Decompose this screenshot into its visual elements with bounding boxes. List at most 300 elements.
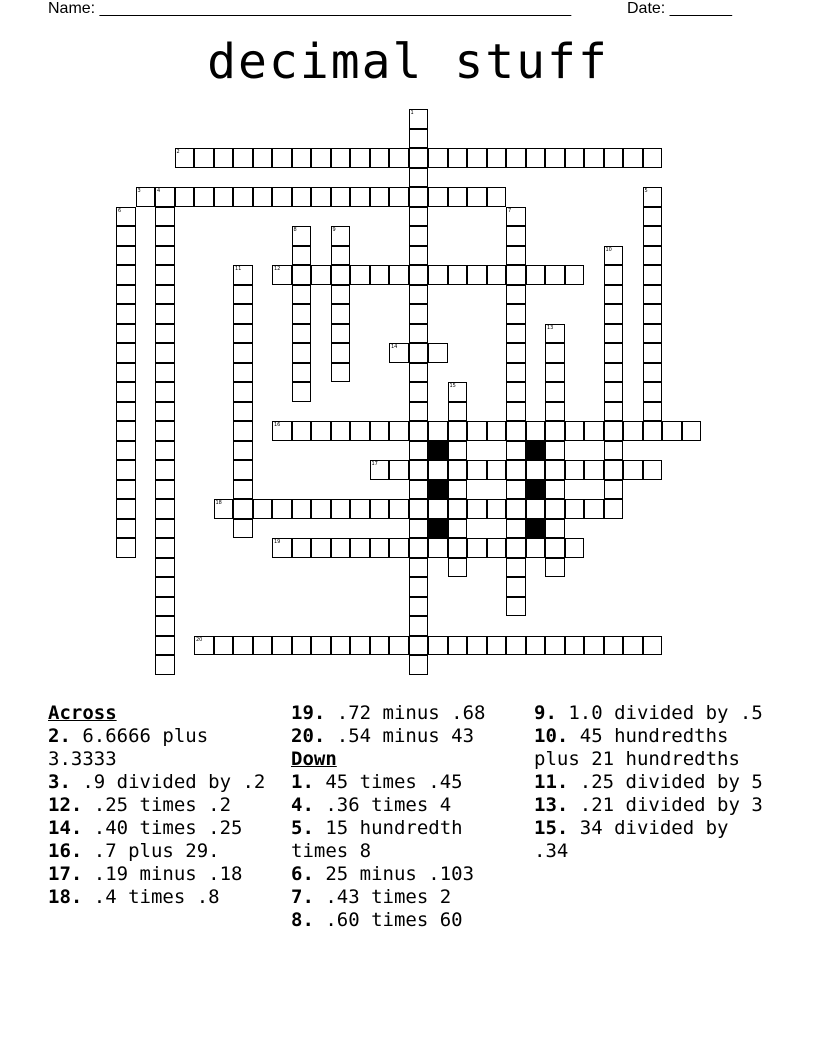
grid-cell[interactable]: [604, 499, 624, 519]
grid-cell[interactable]: [448, 538, 468, 558]
grid-cell[interactable]: [409, 558, 429, 578]
grid-cell[interactable]: [116, 402, 136, 422]
grid-cell[interactable]: [409, 616, 429, 636]
grid-cell[interactable]: [604, 382, 624, 402]
grid-cell[interactable]: [506, 265, 526, 285]
grid-cell[interactable]: [623, 636, 643, 656]
grid-cell[interactable]: [350, 148, 370, 168]
grid-cell[interactable]: [545, 499, 565, 519]
grid-cell[interactable]: [526, 538, 546, 558]
grid-cell[interactable]: [604, 343, 624, 363]
grid-cell[interactable]: [292, 636, 312, 656]
grid-cell[interactable]: [136, 187, 156, 207]
grid-cell[interactable]: [370, 636, 390, 656]
grid-cell[interactable]: [272, 265, 292, 285]
grid-cell[interactable]: [155, 285, 175, 305]
grid-cell[interactable]: [389, 499, 409, 519]
grid-cell[interactable]: [604, 480, 624, 500]
grid-cell[interactable]: [506, 207, 526, 227]
grid-cell[interactable]: [292, 246, 312, 266]
grid-cell[interactable]: [311, 265, 331, 285]
grid-cell[interactable]: [331, 285, 351, 305]
grid-cell[interactable]: [253, 187, 273, 207]
grid-cell[interactable]: [116, 246, 136, 266]
grid-cell[interactable]: [409, 597, 429, 617]
grid-cell[interactable]: [604, 285, 624, 305]
grid-cell[interactable]: [370, 499, 390, 519]
grid-cell[interactable]: [389, 148, 409, 168]
grid-cell[interactable]: [233, 460, 253, 480]
grid-cell[interactable]: [194, 636, 214, 656]
grid-cell[interactable]: [233, 480, 253, 500]
grid-cell[interactable]: [545, 324, 565, 344]
grid-cell[interactable]: [409, 324, 429, 344]
grid-cell[interactable]: [116, 499, 136, 519]
grid-cell[interactable]: [565, 265, 585, 285]
grid-cell[interactable]: [116, 519, 136, 539]
grid-cell[interactable]: [448, 499, 468, 519]
grid-cell[interactable]: [155, 207, 175, 227]
grid-cell[interactable]: [545, 402, 565, 422]
grid-cell[interactable]: [311, 187, 331, 207]
grid-cell[interactable]: [643, 382, 663, 402]
grid-cell[interactable]: [467, 538, 487, 558]
grid-cell[interactable]: [194, 148, 214, 168]
grid-cell[interactable]: [448, 519, 468, 539]
grid-cell[interactable]: [409, 480, 429, 500]
grid-cell[interactable]: [604, 265, 624, 285]
grid-cell[interactable]: [214, 148, 234, 168]
grid-cell[interactable]: [116, 480, 136, 500]
grid-cell[interactable]: [389, 460, 409, 480]
grid-cell[interactable]: [448, 148, 468, 168]
grid-cell[interactable]: [155, 363, 175, 383]
grid-cell[interactable]: [233, 324, 253, 344]
grid-cell[interactable]: [584, 460, 604, 480]
grid-cell[interactable]: [506, 324, 526, 344]
grid-cell[interactable]: [350, 421, 370, 441]
grid-cell[interactable]: [506, 402, 526, 422]
grid-cell[interactable]: [155, 226, 175, 246]
grid-cell[interactable]: [643, 343, 663, 363]
grid-cell[interactable]: [292, 421, 312, 441]
grid-cell[interactable]: [643, 402, 663, 422]
grid-cell[interactable]: [272, 636, 292, 656]
grid-cell[interactable]: [155, 441, 175, 461]
grid-cell[interactable]: [487, 499, 507, 519]
grid-cell[interactable]: [233, 304, 253, 324]
grid-cell[interactable]: [292, 187, 312, 207]
grid-cell[interactable]: [292, 226, 312, 246]
grid-cell[interactable]: [526, 636, 546, 656]
grid-cell[interactable]: [233, 499, 253, 519]
grid-cell[interactable]: [409, 421, 429, 441]
grid-cell[interactable]: [565, 499, 585, 519]
grid-cell[interactable]: [487, 636, 507, 656]
grid-cell[interactable]: [155, 538, 175, 558]
grid-cell[interactable]: [604, 636, 624, 656]
grid-cell[interactable]: [604, 441, 624, 461]
grid-cell[interactable]: [526, 148, 546, 168]
grid-cell[interactable]: [545, 558, 565, 578]
grid-cell[interactable]: [487, 187, 507, 207]
grid-cell[interactable]: [604, 421, 624, 441]
grid-cell[interactable]: [545, 421, 565, 441]
grid-cell[interactable]: [370, 421, 390, 441]
grid-cell[interactable]: [116, 226, 136, 246]
grid-cell[interactable]: [233, 285, 253, 305]
grid-cell[interactable]: [292, 343, 312, 363]
grid-cell[interactable]: [506, 148, 526, 168]
grid-cell[interactable]: [506, 382, 526, 402]
grid-cell[interactable]: [428, 265, 448, 285]
grid-cell[interactable]: [467, 421, 487, 441]
grid-cell[interactable]: [370, 148, 390, 168]
grid-cell[interactable]: [331, 148, 351, 168]
grid-cell[interactable]: [545, 636, 565, 656]
grid-cell[interactable]: [409, 207, 429, 227]
grid-cell[interactable]: [155, 480, 175, 500]
grid-cell[interactable]: [565, 421, 585, 441]
grid-cell[interactable]: [428, 343, 448, 363]
grid-cell[interactable]: [350, 187, 370, 207]
grid-cell[interactable]: [506, 363, 526, 383]
grid-cell[interactable]: [155, 343, 175, 363]
grid-cell[interactable]: [116, 265, 136, 285]
grid-cell[interactable]: [526, 460, 546, 480]
grid-cell[interactable]: [506, 343, 526, 363]
grid-cell[interactable]: [116, 538, 136, 558]
grid-cell[interactable]: [311, 636, 331, 656]
grid-cell[interactable]: [116, 304, 136, 324]
grid-cell[interactable]: [233, 343, 253, 363]
grid-cell[interactable]: [565, 636, 585, 656]
grid-cell[interactable]: [428, 148, 448, 168]
grid-cell[interactable]: [292, 382, 312, 402]
grid-cell[interactable]: [604, 148, 624, 168]
grid-cell[interactable]: [643, 460, 663, 480]
grid-cell[interactable]: [155, 421, 175, 441]
grid-cell[interactable]: [350, 499, 370, 519]
grid-cell[interactable]: [155, 265, 175, 285]
grid-cell[interactable]: [643, 226, 663, 246]
grid-cell[interactable]: [448, 460, 468, 480]
grid-cell[interactable]: [643, 363, 663, 383]
grid-cell[interactable]: [331, 226, 351, 246]
grid-cell[interactable]: [604, 402, 624, 422]
grid-cell[interactable]: [409, 265, 429, 285]
grid-cell[interactable]: [311, 538, 331, 558]
grid-cell[interactable]: [233, 148, 253, 168]
grid-cell[interactable]: [155, 655, 175, 675]
grid-cell[interactable]: [643, 304, 663, 324]
grid-cell[interactable]: [194, 187, 214, 207]
grid-cell[interactable]: [214, 187, 234, 207]
grid-cell[interactable]: [409, 109, 429, 129]
grid-cell[interactable]: [506, 226, 526, 246]
grid-cell[interactable]: [487, 538, 507, 558]
grid-cell[interactable]: [409, 519, 429, 539]
grid-cell[interactable]: [272, 499, 292, 519]
grid-cell[interactable]: [155, 324, 175, 344]
grid-cell[interactable]: [155, 577, 175, 597]
grid-cell[interactable]: [487, 460, 507, 480]
grid-cell[interactable]: [409, 577, 429, 597]
grid-cell[interactable]: [409, 363, 429, 383]
grid-cell[interactable]: [409, 168, 429, 188]
grid-cell[interactable]: [214, 636, 234, 656]
grid-cell[interactable]: [506, 480, 526, 500]
grid-cell[interactable]: [370, 538, 390, 558]
grid-cell[interactable]: [467, 265, 487, 285]
grid-cell[interactable]: [389, 343, 409, 363]
grid-cell[interactable]: [467, 187, 487, 207]
grid-cell[interactable]: [467, 148, 487, 168]
grid-cell[interactable]: [292, 324, 312, 344]
grid-cell[interactable]: [253, 636, 273, 656]
grid-cell[interactable]: [350, 636, 370, 656]
grid-cell[interactable]: [389, 636, 409, 656]
grid-cell[interactable]: [175, 187, 195, 207]
grid-cell[interactable]: [604, 304, 624, 324]
grid-cell[interactable]: [370, 460, 390, 480]
grid-cell[interactable]: [584, 148, 604, 168]
grid-cell[interactable]: [526, 265, 546, 285]
grid-cell[interactable]: [155, 460, 175, 480]
grid-cell[interactable]: [467, 460, 487, 480]
grid-cell[interactable]: [292, 538, 312, 558]
grid-cell[interactable]: [116, 343, 136, 363]
grid-cell[interactable]: [682, 421, 702, 441]
grid-cell[interactable]: [292, 285, 312, 305]
grid-cell[interactable]: [350, 265, 370, 285]
grid-cell[interactable]: [409, 129, 429, 149]
grid-cell[interactable]: [584, 421, 604, 441]
grid-cell[interactable]: [292, 363, 312, 383]
grid-cell[interactable]: [428, 538, 448, 558]
grid-cell[interactable]: [116, 324, 136, 344]
grid-cell[interactable]: [409, 187, 429, 207]
grid-cell[interactable]: [448, 636, 468, 656]
grid-cell[interactable]: [389, 421, 409, 441]
grid-cell[interactable]: [506, 519, 526, 539]
grid-cell[interactable]: [448, 558, 468, 578]
grid-cell[interactable]: [331, 363, 351, 383]
grid-cell[interactable]: [409, 148, 429, 168]
grid-cell[interactable]: [331, 265, 351, 285]
grid-cell[interactable]: [448, 421, 468, 441]
grid-cell[interactable]: [331, 538, 351, 558]
grid-cell[interactable]: [253, 499, 273, 519]
grid-cell[interactable]: [643, 246, 663, 266]
grid-cell[interactable]: [155, 402, 175, 422]
grid-cell[interactable]: [409, 655, 429, 675]
grid-cell[interactable]: [311, 148, 331, 168]
grid-cell[interactable]: [604, 363, 624, 383]
grid-cell[interactable]: [389, 265, 409, 285]
grid-cell[interactable]: [175, 148, 195, 168]
grid-cell[interactable]: [428, 460, 448, 480]
grid-cell[interactable]: [467, 499, 487, 519]
grid-cell[interactable]: [448, 441, 468, 461]
grid-cell[interactable]: [116, 363, 136, 383]
grid-cell[interactable]: [545, 480, 565, 500]
grid-cell[interactable]: [311, 499, 331, 519]
grid-cell[interactable]: [331, 246, 351, 266]
grid-cell[interactable]: [623, 148, 643, 168]
grid-cell[interactable]: [370, 265, 390, 285]
grid-cell[interactable]: [233, 402, 253, 422]
grid-cell[interactable]: [643, 421, 663, 441]
grid-cell[interactable]: [214, 499, 234, 519]
grid-cell[interactable]: [233, 265, 253, 285]
grid-cell[interactable]: [545, 343, 565, 363]
grid-cell[interactable]: [487, 421, 507, 441]
grid-cell[interactable]: [409, 382, 429, 402]
grid-cell[interactable]: [311, 421, 331, 441]
grid-cell[interactable]: [409, 441, 429, 461]
grid-cell[interactable]: [155, 597, 175, 617]
grid-cell[interactable]: [292, 265, 312, 285]
grid-cell[interactable]: [643, 148, 663, 168]
grid-cell[interactable]: [526, 421, 546, 441]
grid-cell[interactable]: [292, 148, 312, 168]
grid-cell[interactable]: [506, 441, 526, 461]
grid-cell[interactable]: [545, 148, 565, 168]
grid-cell[interactable]: [643, 265, 663, 285]
grid-cell[interactable]: [409, 499, 429, 519]
grid-cell[interactable]: [331, 343, 351, 363]
grid-cell[interactable]: [526, 499, 546, 519]
grid-cell[interactable]: [428, 636, 448, 656]
grid-cell[interactable]: [584, 636, 604, 656]
grid-cell[interactable]: [331, 636, 351, 656]
grid-cell[interactable]: [155, 636, 175, 656]
grid-cell[interactable]: [545, 382, 565, 402]
grid-cell[interactable]: [331, 304, 351, 324]
grid-cell[interactable]: [272, 538, 292, 558]
grid-cell[interactable]: [623, 460, 643, 480]
grid-cell[interactable]: [545, 441, 565, 461]
grid-cell[interactable]: [233, 187, 253, 207]
grid-cell[interactable]: [623, 421, 643, 441]
grid-cell[interactable]: [506, 304, 526, 324]
grid-cell[interactable]: [662, 421, 682, 441]
grid-cell[interactable]: [272, 148, 292, 168]
grid-cell[interactable]: [409, 343, 429, 363]
grid-cell[interactable]: [292, 304, 312, 324]
grid-cell[interactable]: [233, 441, 253, 461]
grid-cell[interactable]: [584, 499, 604, 519]
grid-cell[interactable]: [604, 324, 624, 344]
grid-cell[interactable]: [155, 187, 175, 207]
grid-cell[interactable]: [331, 187, 351, 207]
grid-cell[interactable]: [467, 636, 487, 656]
grid-cell[interactable]: [409, 246, 429, 266]
grid-cell[interactable]: [409, 538, 429, 558]
grid-cell[interactable]: [409, 304, 429, 324]
grid-cell[interactable]: [604, 460, 624, 480]
grid-cell[interactable]: [506, 499, 526, 519]
grid-cell[interactable]: [448, 187, 468, 207]
grid-cell[interactable]: [506, 460, 526, 480]
grid-cell[interactable]: [643, 324, 663, 344]
grid-cell[interactable]: [155, 382, 175, 402]
grid-cell[interactable]: [233, 382, 253, 402]
grid-cell[interactable]: [409, 285, 429, 305]
grid-cell[interactable]: [506, 597, 526, 617]
grid-cell[interactable]: [155, 616, 175, 636]
grid-cell[interactable]: [155, 499, 175, 519]
grid-cell[interactable]: [545, 519, 565, 539]
grid-cell[interactable]: [272, 421, 292, 441]
grid-cell[interactable]: [116, 460, 136, 480]
grid-cell[interactable]: [233, 636, 253, 656]
grid-cell[interactable]: [545, 363, 565, 383]
grid-cell[interactable]: [292, 499, 312, 519]
grid-cell[interactable]: [116, 441, 136, 461]
grid-cell[interactable]: [331, 324, 351, 344]
grid-cell[interactable]: [409, 226, 429, 246]
grid-cell[interactable]: [643, 187, 663, 207]
grid-cell[interactable]: [448, 382, 468, 402]
grid-cell[interactable]: [155, 519, 175, 539]
grid-cell[interactable]: [253, 148, 273, 168]
grid-cell[interactable]: [350, 538, 370, 558]
grid-cell[interactable]: [643, 636, 663, 656]
grid-cell[interactable]: [409, 460, 429, 480]
grid-cell[interactable]: [370, 187, 390, 207]
grid-cell[interactable]: [233, 519, 253, 539]
grid-cell[interactable]: [448, 480, 468, 500]
grid-cell[interactable]: [116, 421, 136, 441]
grid-cell[interactable]: [545, 538, 565, 558]
grid-cell[interactable]: [643, 207, 663, 227]
grid-cell[interactable]: [506, 636, 526, 656]
grid-cell[interactable]: [233, 363, 253, 383]
grid-cell[interactable]: [389, 538, 409, 558]
grid-cell[interactable]: [428, 421, 448, 441]
grid-cell[interactable]: [565, 460, 585, 480]
grid-cell[interactable]: [506, 538, 526, 558]
grid-cell[interactable]: [448, 265, 468, 285]
grid-cell[interactable]: [155, 246, 175, 266]
grid-cell[interactable]: [233, 421, 253, 441]
grid-cell[interactable]: [604, 246, 624, 266]
grid-cell[interactable]: [565, 538, 585, 558]
grid-cell[interactable]: [565, 148, 585, 168]
grid-cell[interactable]: [409, 402, 429, 422]
grid-cell[interactable]: [331, 421, 351, 441]
grid-cell[interactable]: [116, 207, 136, 227]
grid-cell[interactable]: [448, 402, 468, 422]
grid-cell[interactable]: [272, 187, 292, 207]
grid-cell[interactable]: [506, 421, 526, 441]
grid-cell[interactable]: [506, 285, 526, 305]
grid-cell[interactable]: [487, 148, 507, 168]
grid-cell[interactable]: [506, 577, 526, 597]
grid-cell[interactable]: [389, 187, 409, 207]
grid-cell[interactable]: [155, 558, 175, 578]
grid-cell[interactable]: [116, 382, 136, 402]
grid-cell[interactable]: [643, 285, 663, 305]
grid-cell[interactable]: [409, 636, 429, 656]
grid-cell[interactable]: [545, 460, 565, 480]
grid-cell[interactable]: [331, 499, 351, 519]
grid-cell[interactable]: [155, 304, 175, 324]
grid-cell[interactable]: [506, 246, 526, 266]
grid-cell[interactable]: [545, 265, 565, 285]
